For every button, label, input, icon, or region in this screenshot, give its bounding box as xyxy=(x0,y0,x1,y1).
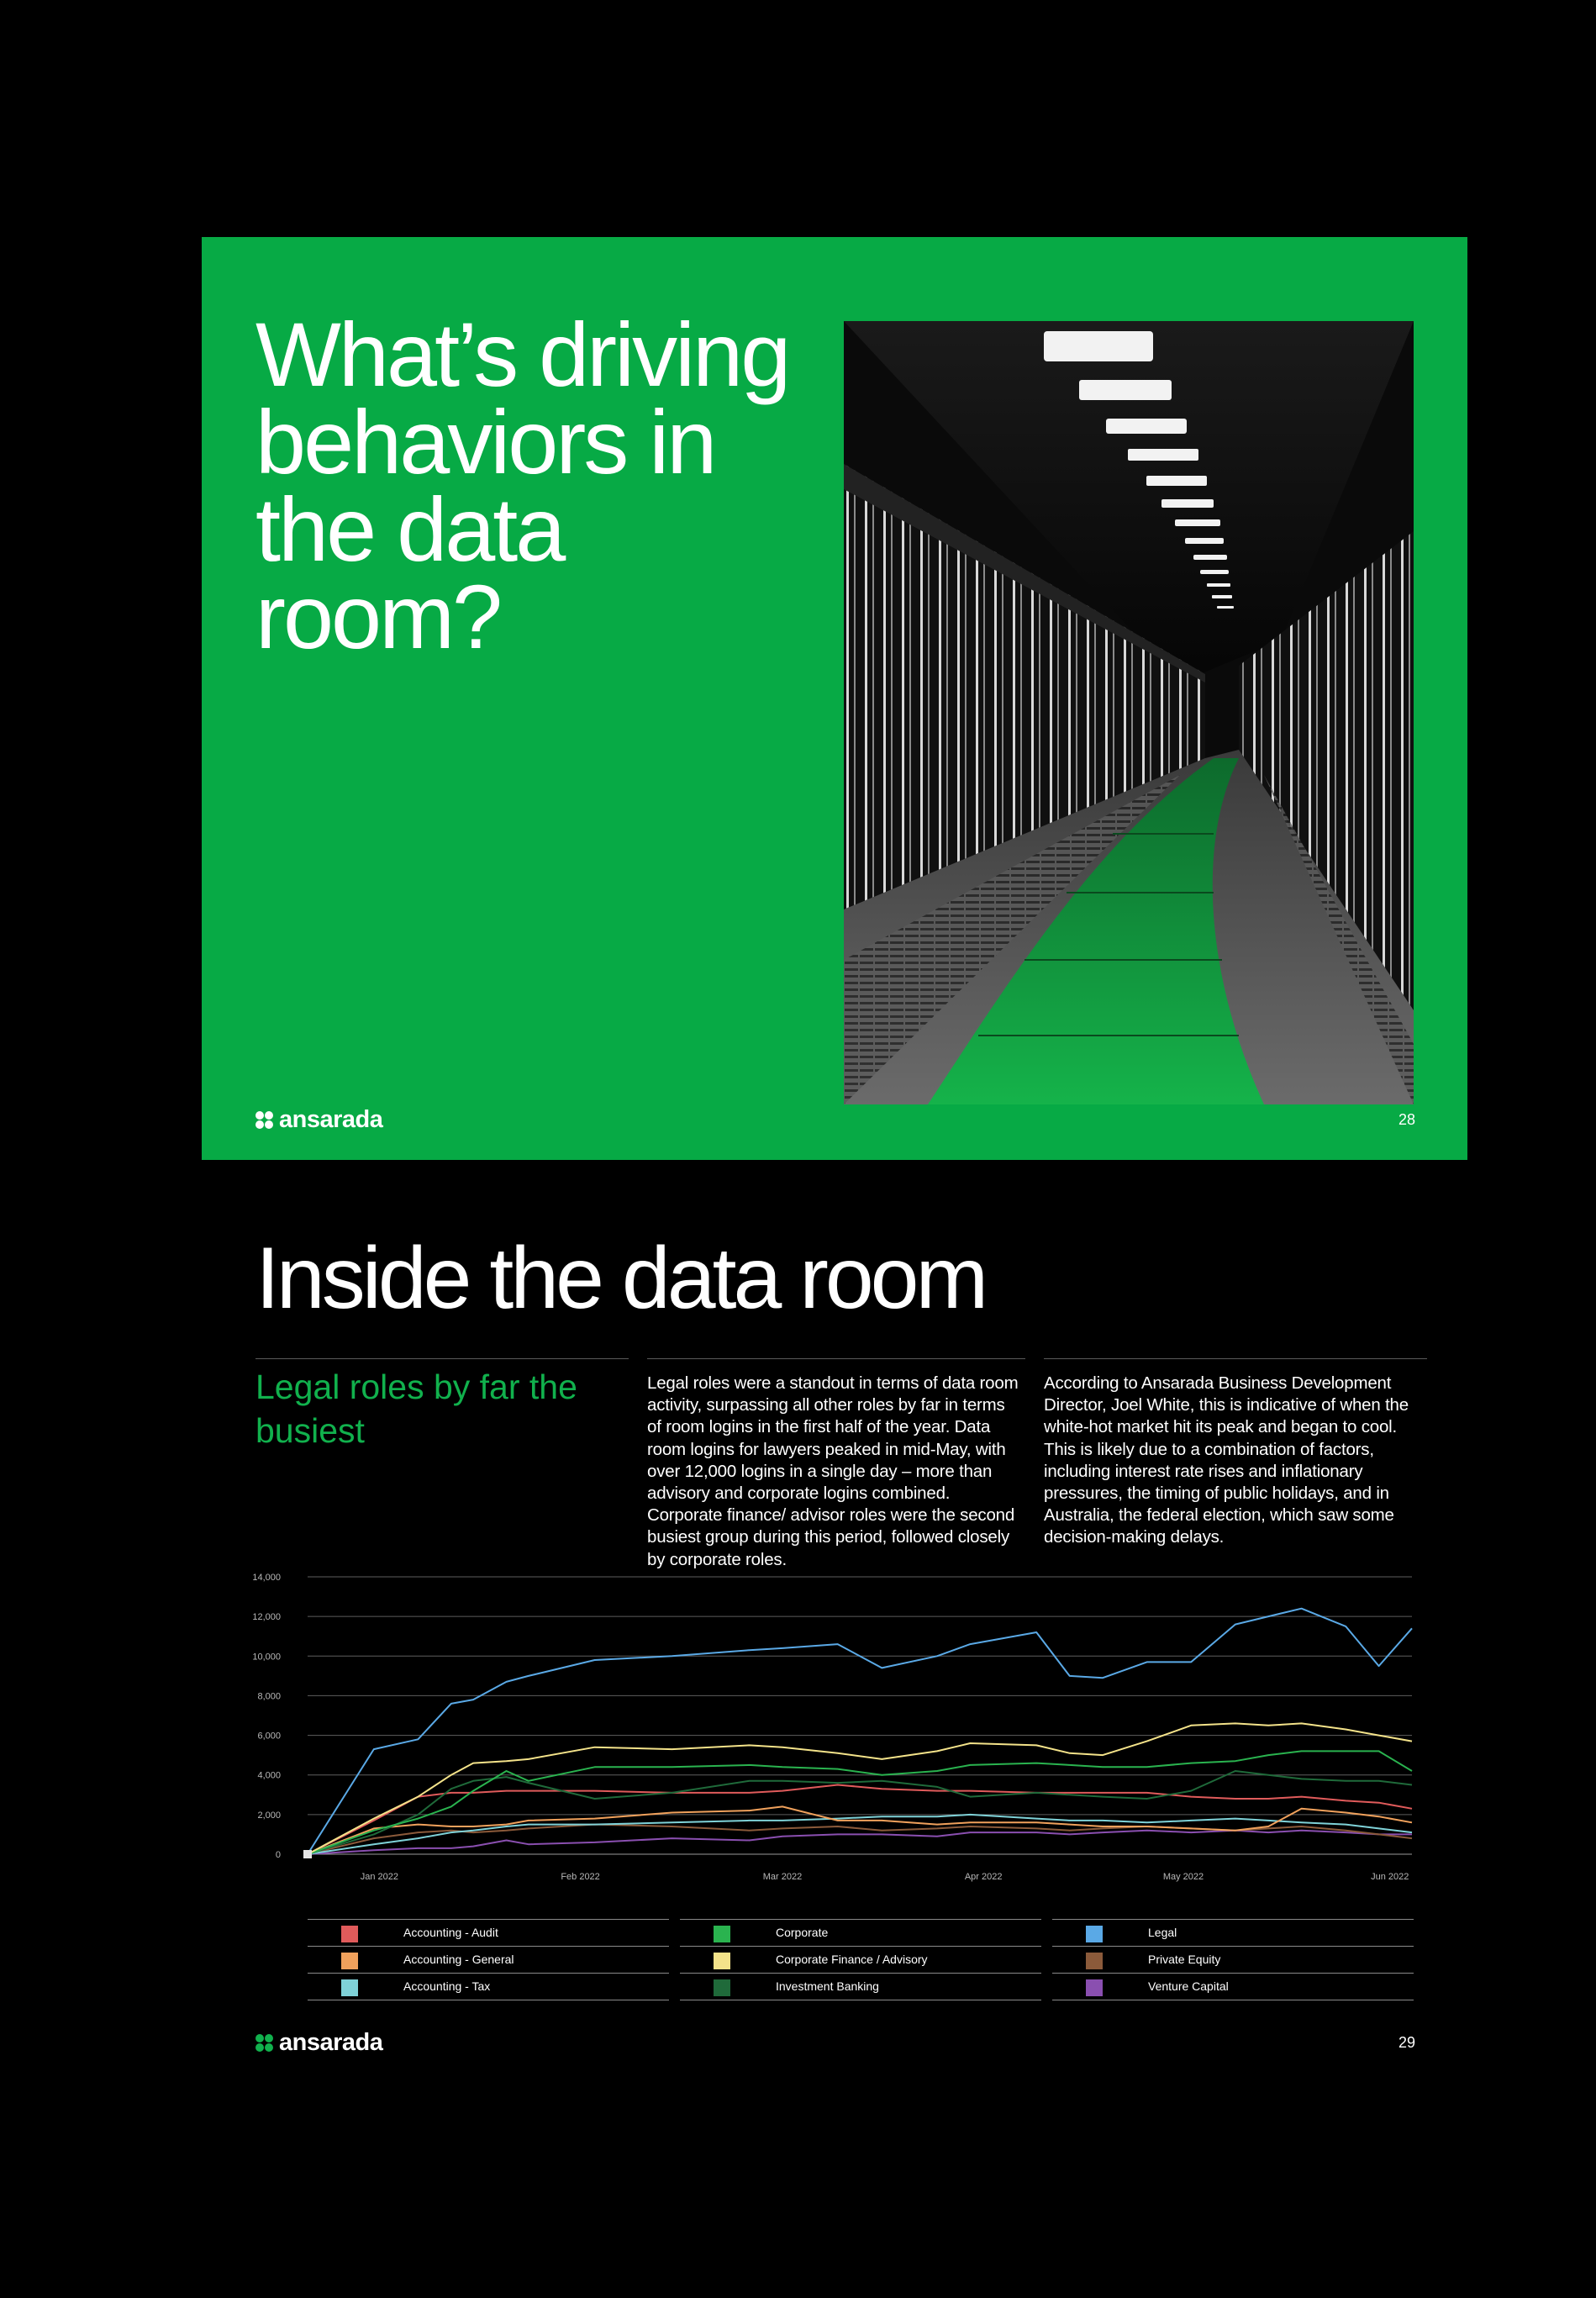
body-paragraph-1: Legal roles were a standout in terms of data room activity, surpassing all other roles by far in terms of room logins in the first half of the year. Data room logins for lawyers peaked in mid-May, with over 12,000 logins in a single day – more than advisory and corporate logins combined. Corporate finance/ advisor roles were the second busiest group during this period, followed closely by corporate roles. xyxy=(647,1373,1019,1569)
logins-line-chart xyxy=(250,1570,1420,1890)
legend-swatch xyxy=(1086,1979,1103,1996)
divider xyxy=(255,1358,629,1359)
legend-swatch xyxy=(714,1926,730,1942)
x-tick-label: May 2022 xyxy=(1162,1872,1204,1882)
y-tick-label: 0 xyxy=(275,1850,281,1860)
legend-column-3 xyxy=(1052,1919,1414,2000)
series-line-investment-banking xyxy=(308,1771,1412,1854)
y-axis-ticks xyxy=(252,1573,281,1860)
y-tick-label: 8,000 xyxy=(257,1691,281,1702)
x-tick-label: Jun 2022 xyxy=(1371,1872,1409,1882)
legend-swatch xyxy=(1086,1953,1103,1969)
ansarada-logo xyxy=(255,1106,382,1134)
legend-item xyxy=(680,1919,1041,1946)
page-number: 29 xyxy=(1398,2034,1416,2051)
x-tick-label: Mar 2022 xyxy=(762,1872,803,1882)
y-tick-label: 6,000 xyxy=(257,1731,281,1742)
body-paragraph-2: According to Ansarada Business Development Director, Joel White, this is indicative of when the white-hot market hit its peak and began to cool. This is likely due to a combination of factors, including interest rate rises and inflationary pressures, the timing of public holidays, and in Australia, the federal election, which saw some decision-making delays. xyxy=(1044,1373,1409,1547)
x-tick-label: Jan 2022 xyxy=(360,1872,399,1882)
page-number: 28 xyxy=(1398,1111,1416,1128)
slide-title: What’s driving behaviors in the data room? xyxy=(255,303,789,667)
legend-label: Corporate xyxy=(776,1926,829,1939)
legend-swatch xyxy=(714,1979,730,1996)
legend-label: Venture Capital xyxy=(1148,1979,1229,1993)
x-axis-ticks xyxy=(361,1872,1409,1882)
series-line-venture-capital xyxy=(308,1831,1412,1854)
legend-label: Accounting - General xyxy=(403,1953,514,1966)
legend-column-2 xyxy=(680,1919,1041,2000)
divider xyxy=(1044,1358,1427,1359)
legend-item xyxy=(308,1973,669,2000)
legend-label: Private Equity xyxy=(1148,1953,1221,1966)
y-tick-label: 4,000 xyxy=(257,1770,281,1781)
ansarada-logo-icon xyxy=(255,1111,274,1130)
legend-item xyxy=(680,1973,1041,2000)
divider xyxy=(647,1358,1025,1359)
legend-swatch xyxy=(341,1979,358,1996)
section-subheading: Legal roles by far the busiest xyxy=(255,1368,577,1450)
legend-label: Legal xyxy=(1148,1926,1177,1939)
legend-swatch xyxy=(714,1953,730,1969)
legend-column-1 xyxy=(308,1919,669,2000)
y-tick-label: 14,000 xyxy=(252,1573,281,1583)
legend-label: Investment Banking xyxy=(776,1979,879,1993)
legend-label: Accounting - Audit xyxy=(403,1926,498,1939)
ansarada-logo xyxy=(255,2029,382,2057)
logo-text: ansarada xyxy=(279,2029,383,2056)
x-tick-label: Apr 2022 xyxy=(964,1872,1003,1882)
ansarada-logo-icon xyxy=(255,2034,274,2053)
logo-text: ansarada xyxy=(279,1106,383,1133)
slide-page-28 xyxy=(202,237,1467,1160)
series-line-corporate xyxy=(308,1751,1412,1854)
legend-item xyxy=(308,1946,669,1973)
origin-marker xyxy=(303,1850,312,1858)
legend-label: Corporate Finance / Advisory xyxy=(776,1953,928,1966)
y-tick-label: 2,000 xyxy=(257,1810,281,1821)
legend-swatch xyxy=(341,1926,358,1942)
y-tick-label: 10,000 xyxy=(252,1652,281,1663)
legend-label: Accounting - Tax xyxy=(403,1979,491,1993)
chart-gridlines xyxy=(308,1577,1412,1854)
legend-swatch xyxy=(341,1953,358,1969)
page-heading: Inside the data room xyxy=(255,1230,986,1327)
y-tick-label: 12,000 xyxy=(252,1612,281,1623)
legend-item xyxy=(1052,1946,1414,1973)
legend-item xyxy=(1052,1919,1414,1946)
data-center-corridor-image xyxy=(844,321,1414,1104)
legend-item xyxy=(680,1946,1041,1973)
chart-series xyxy=(303,1609,1412,1858)
legend-swatch xyxy=(1086,1926,1103,1942)
legend-item xyxy=(1052,1973,1414,2000)
legend-item xyxy=(308,1919,669,1946)
x-tick-label: Feb 2022 xyxy=(561,1872,600,1882)
corridor-illustration xyxy=(844,321,1414,1104)
